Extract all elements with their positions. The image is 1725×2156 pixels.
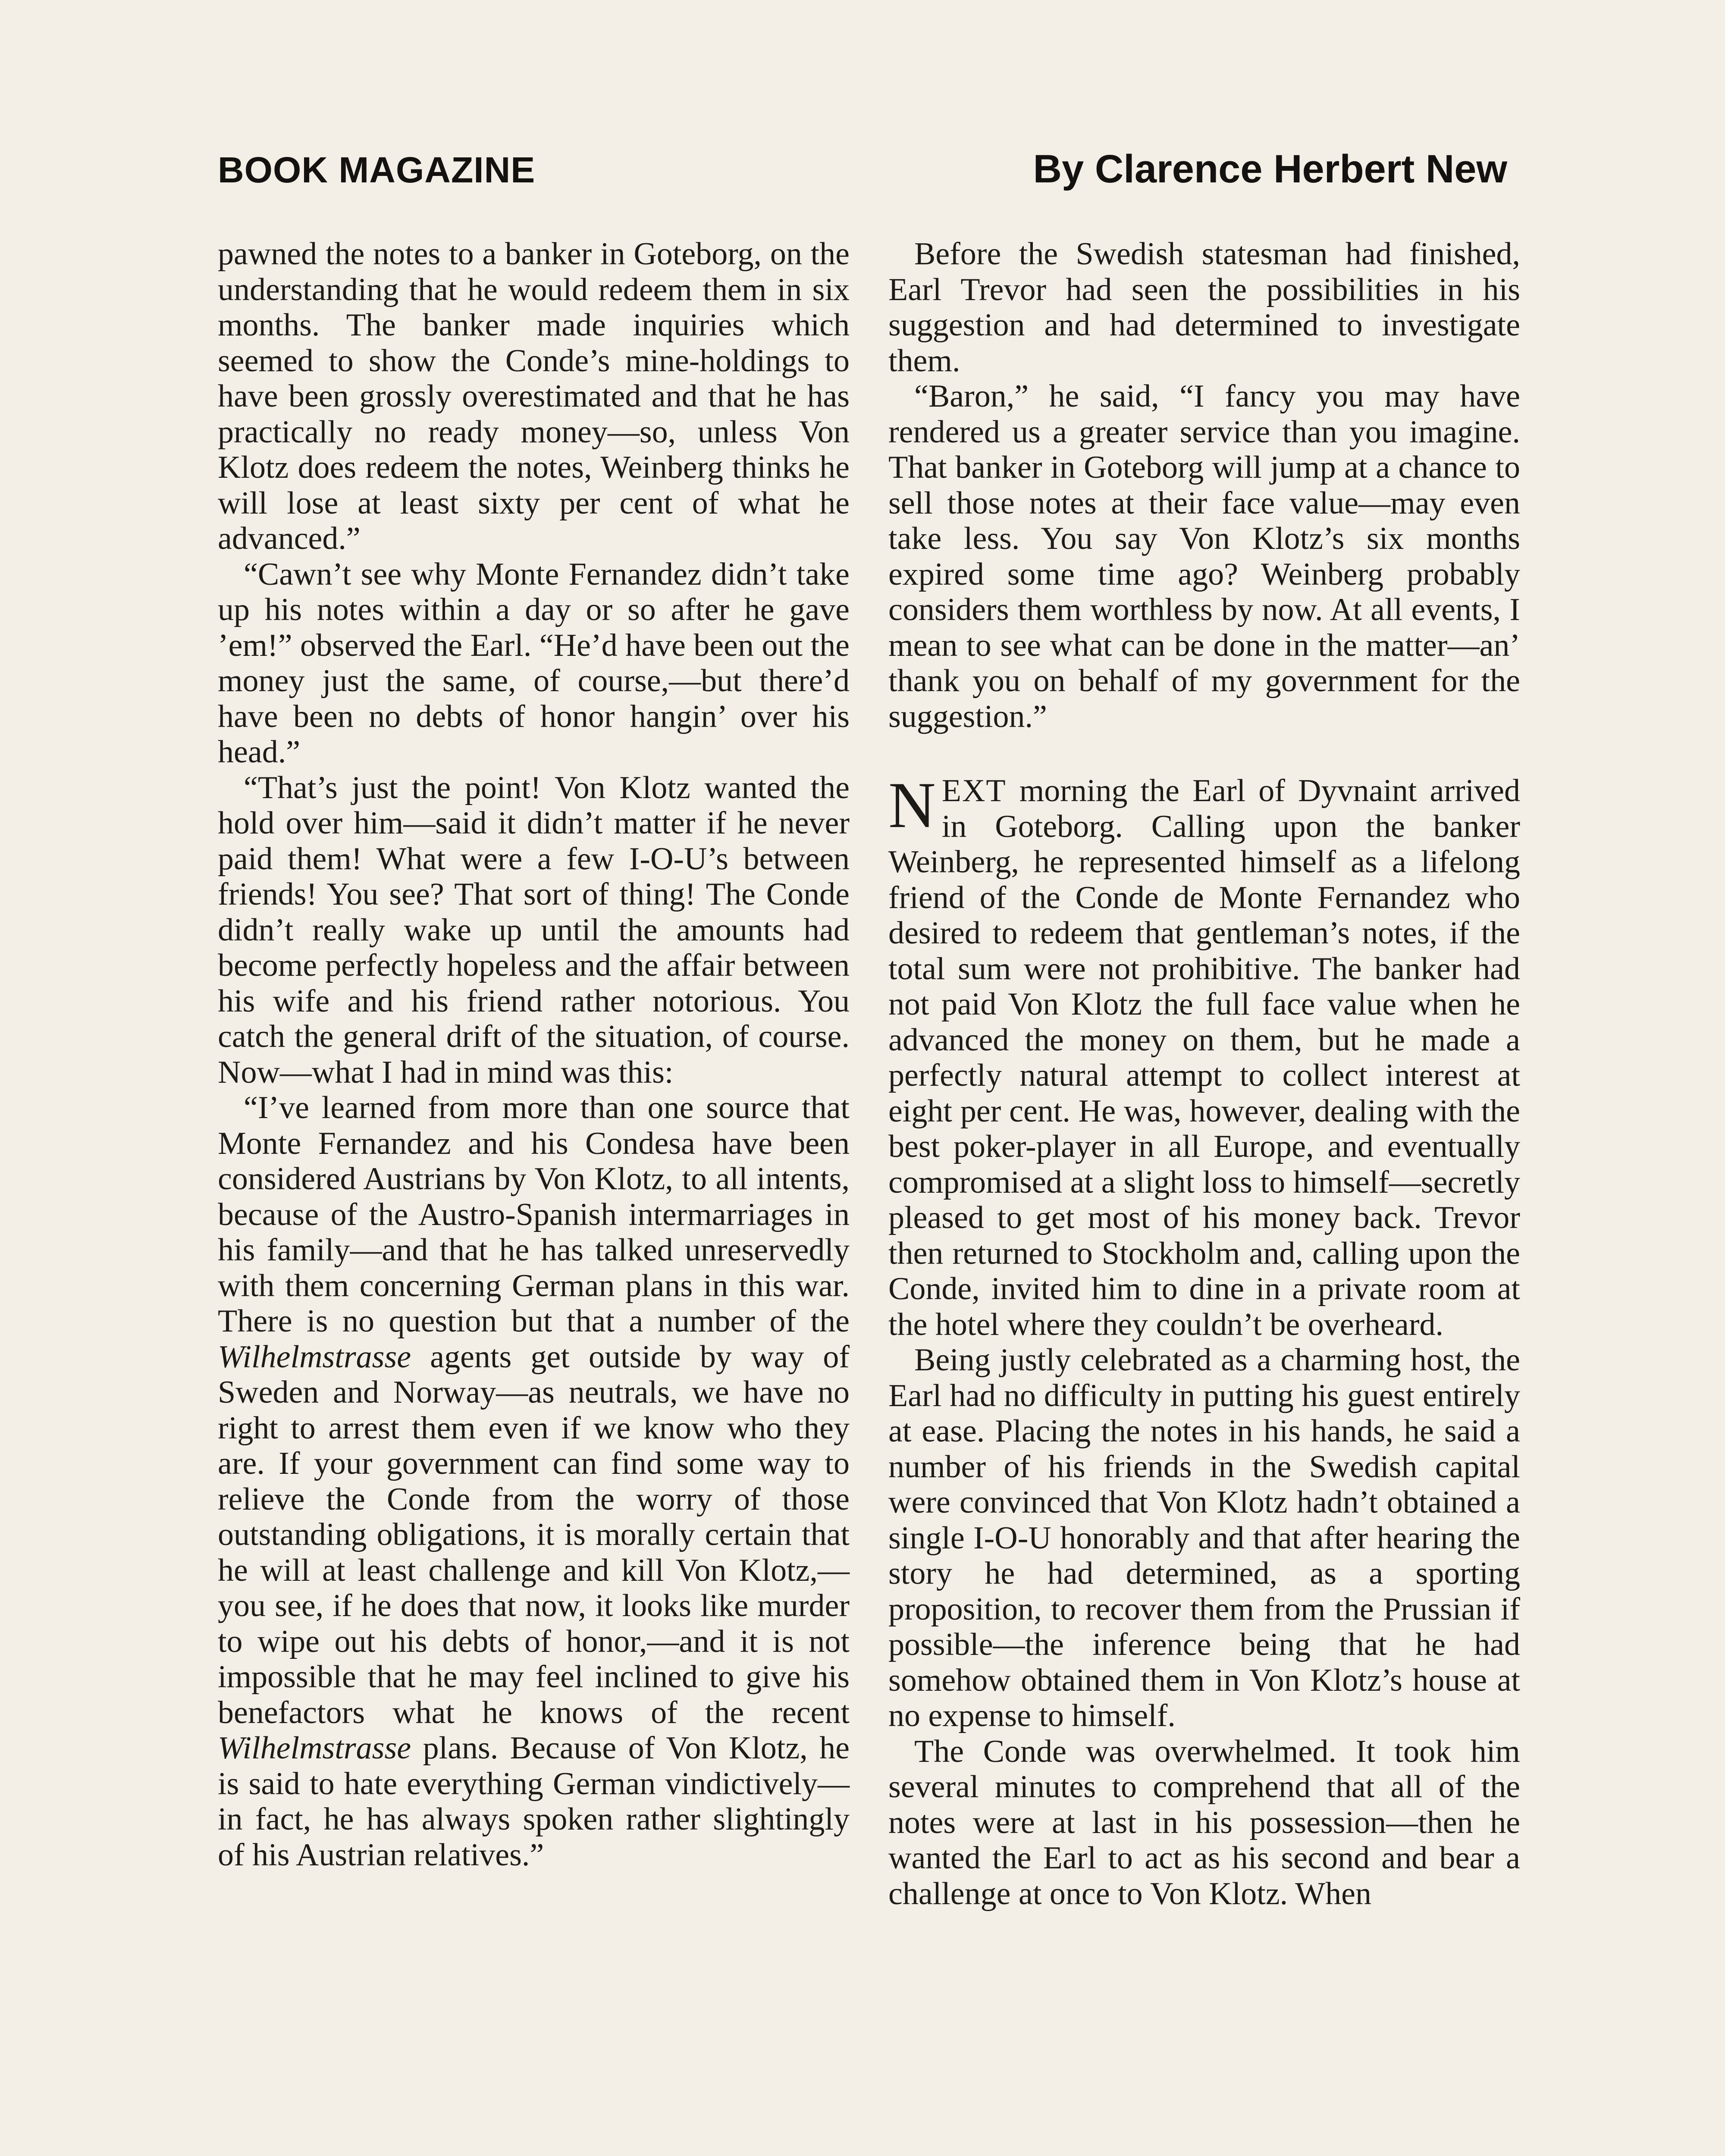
italic-term: Wilhelmstrasse [218, 1730, 411, 1766]
paragraph: Before the Swedish statesman had finished, Earl Trevor had seen the possibilities in his suggestion and had determined to investigate them. [888, 236, 1520, 379]
paragraph-text: morning the Earl of Dyvnaint arrived in Goteborg. Calling upon the banker Weinberg, he represented himself as a lifelong friend of the Conde de Monte Fernandez who desired to redeem that gentleman’s notes, if the total sum were not prohibitive. The banker had not paid Von Klotz the full face value when he advanced the money on them, but he made a perfectly natural attempt to collect interest at eight per cent. He was, however, dealing with the best poker-player in all Europe, and eventually compromised at a slight loss to himself—secretly pleased to get most of his money back. Trevor then returned to Stockholm and, calling upon the Conde, invited him to dine in a private room at the hotel where they couldn’t be overheard. [888, 773, 1520, 1342]
paragraph [218, 1090, 850, 1873]
paragraph-text: plans. Because of Von Klotz, he is said to hate everything German vindictively—in fact, he has always spoken rather slightingly of his Austrian relatives.” [218, 1730, 850, 1873]
magazine-title: BOOK MAGAZINE [218, 150, 536, 190]
small-caps-word: EXT [941, 773, 1007, 808]
paragraph: “Cawn’t see why Monte Fernandez didn’t take up his notes within a day or so after he gave ’em!” observed the Earl. “He’d have been out the money just the same, of course,—but there’d have been no debts of honor hangin’ over his head.” [218, 556, 850, 770]
paragraph: pawned the notes to a banker in Goteborg, on the understanding that he would redeem them in six months. The banker made inquiries which seemed to show the Conde’s mine-holdings to have been grossly overestimated and that he has practically no ready money—so, unless Von Klotz does redeem the notes, Weinberg thinks he will lose at least sixty per cent of what he advanced.” [218, 236, 850, 556]
paragraph: “That’s just the point! Von Klotz wanted the hold over him—said it didn’t matter if he never paid them! What were a few I-O-U’s between friends! You see? That sort of thing! The Conde didn’t really wake up until the amounts had become perfectly hopeless and the affair between his wife and his friend rather notorious. You catch the general drift of the situation, of course. Now—what I had in mind was this: [218, 770, 850, 1090]
right-column [888, 236, 1520, 1912]
paragraph-text: “I’ve learned from more than one source that Monte Fernandez and his Condesa have been considered Austrians by Von Klotz, to all intents, because of the Austro-Spanish intermarriages in his family—and that he has talked unreservedly with them concerning German plans in this war. There is no question but that a number of the [218, 1090, 850, 1339]
page-header [218, 147, 1507, 192]
section-opening-paragraph [888, 769, 1520, 1342]
italic-term: Wilhelmstrasse [218, 1339, 411, 1375]
left-column [218, 236, 850, 1873]
paragraph: The Conde was overwhelmed. It took him several minutes to comprehend that all of the notes were at last in his possession—then he wanted the Earl to act as his second and bear a challenge at once to Von Klotz. When [888, 1733, 1520, 1912]
drop-cap: N [888, 769, 936, 841]
author-byline: By Clarence Herbert New [1033, 147, 1507, 191]
paragraph-text: agents get outside by way of Sweden and Norway—as neutrals, we have no right to arrest them even if we know who they are. If your government can find some way to relieve the Conde from the worry of those outstanding obligations, it is morally certain that he will at least challenge and kill Von Klotz,—you see, if he does that now, it looks like murder to wipe out his debts of honor,—and it is not impossible that he may feel inclined to give his benefactors what he knows of the recent [218, 1339, 850, 1730]
paragraph: “Baron,” he said, “I fancy you may have rendered us a greater service than you imagine. That banker in Goteborg will jump at a chance to sell those notes at their face value—may even take less. You say Von Klotz’s six months expired some time ago? Weinberg probably considers them worthless by now. At all events, I mean to see what can be done in the matter—an’ thank you on behalf of my government for the suggestion.” [888, 379, 1520, 734]
paragraph: Being justly celebrated as a charming host, the Earl had no difficulty in putting his guest entirely at ease. Placing the notes in his hands, he said a number of his friends in the Swedish capital were convinced that Von Klotz hadn’t obtained a single I-O-U honorably and that after hearing the story he had determined, as a sporting proposition, to recover them from the Prussian if possible—the inference being that he had somehow obtained them in Von Klotz’s house at no expense to himself. [888, 1342, 1520, 1733]
